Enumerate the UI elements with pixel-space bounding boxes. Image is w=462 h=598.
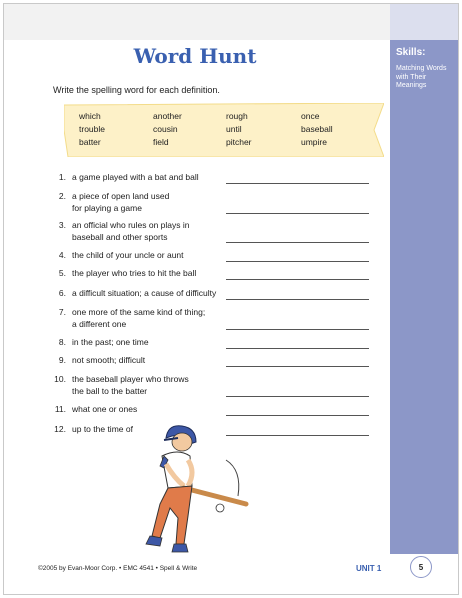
word-bank-word: batter [79,137,101,147]
answer-line[interactable] [226,348,369,349]
question-number: 7. [58,307,66,317]
word-bank-word: umpire [301,137,327,147]
unit-label: UNIT 1 [356,564,382,573]
skills-sidebar [390,40,458,554]
answer-line[interactable] [226,366,369,367]
question-number: 10. [54,374,66,384]
top-band [4,4,390,40]
answer-line[interactable] [226,396,369,397]
word-bank-word: once [301,111,320,121]
answer-line[interactable] [226,415,369,416]
question-number: 8. [58,337,66,347]
question-text: up to the time of [72,424,133,434]
question-text: in the past; one time [72,337,149,347]
question-text: what one or ones [72,404,138,414]
question-number: 3. [58,220,66,230]
skills-title: Skills: [396,47,426,58]
answer-line[interactable] [226,242,369,243]
word-bank-word: pitcher [226,137,252,147]
top-band-corner [390,4,458,40]
word-bank-word: another [153,111,182,121]
question-number: 9. [58,355,66,365]
instructions: Write the spelling word for each definition. [53,85,220,95]
question-text: a piece of open land used for playing a game [72,191,170,213]
question-number: 11. [54,404,66,414]
question-number: 1. [58,172,66,182]
question-number: 12. [54,424,66,434]
page-number: 5 [410,556,432,578]
question-number: 6. [58,288,66,298]
answer-line[interactable] [226,329,369,330]
answer-line[interactable] [226,261,369,262]
question-text: a difficult situation; a cause of difficulty [72,288,217,298]
word-bank-word: until [226,124,242,134]
question-text: a game played with a bat and ball [72,172,199,182]
word-bank-word: cousin [153,124,178,134]
question-number: 5. [58,268,66,278]
page-title: Word Hunt [133,44,257,68]
question-text: one more of the same kind of thing; a different one [72,307,206,329]
question-text: not smooth; difficult [72,355,146,365]
answer-line[interactable] [226,213,369,214]
word-bank [64,103,384,157]
word-bank-word: trouble [79,124,105,134]
question-number: 4. [58,250,66,260]
question-number: 2. [58,191,66,201]
question-text: the player who tries to hit the ball [72,268,197,278]
baseball-batter-illustration [138,420,258,560]
copyright-footer: ©2005 by Evan-Moor Corp. • EMC 4541 • Spell & Write [38,565,198,572]
question-text: an official who rules on plays in baseball and other sports [72,220,190,242]
word-bank-word: rough [226,111,248,121]
word-bank-banner [64,103,384,157]
answer-line[interactable] [226,299,369,300]
word-bank-word: which [79,111,101,121]
word-bank-word: baseball [301,124,333,134]
word-bank-word: field [153,137,169,147]
question-text: the child of your uncle or aunt [72,250,184,260]
answer-line[interactable] [226,279,369,280]
question-text: the baseball player who throws the ball to the batter [72,374,189,396]
skills-text: Matching Words with Their Meanings [396,65,447,89]
answer-line[interactable] [226,183,369,184]
